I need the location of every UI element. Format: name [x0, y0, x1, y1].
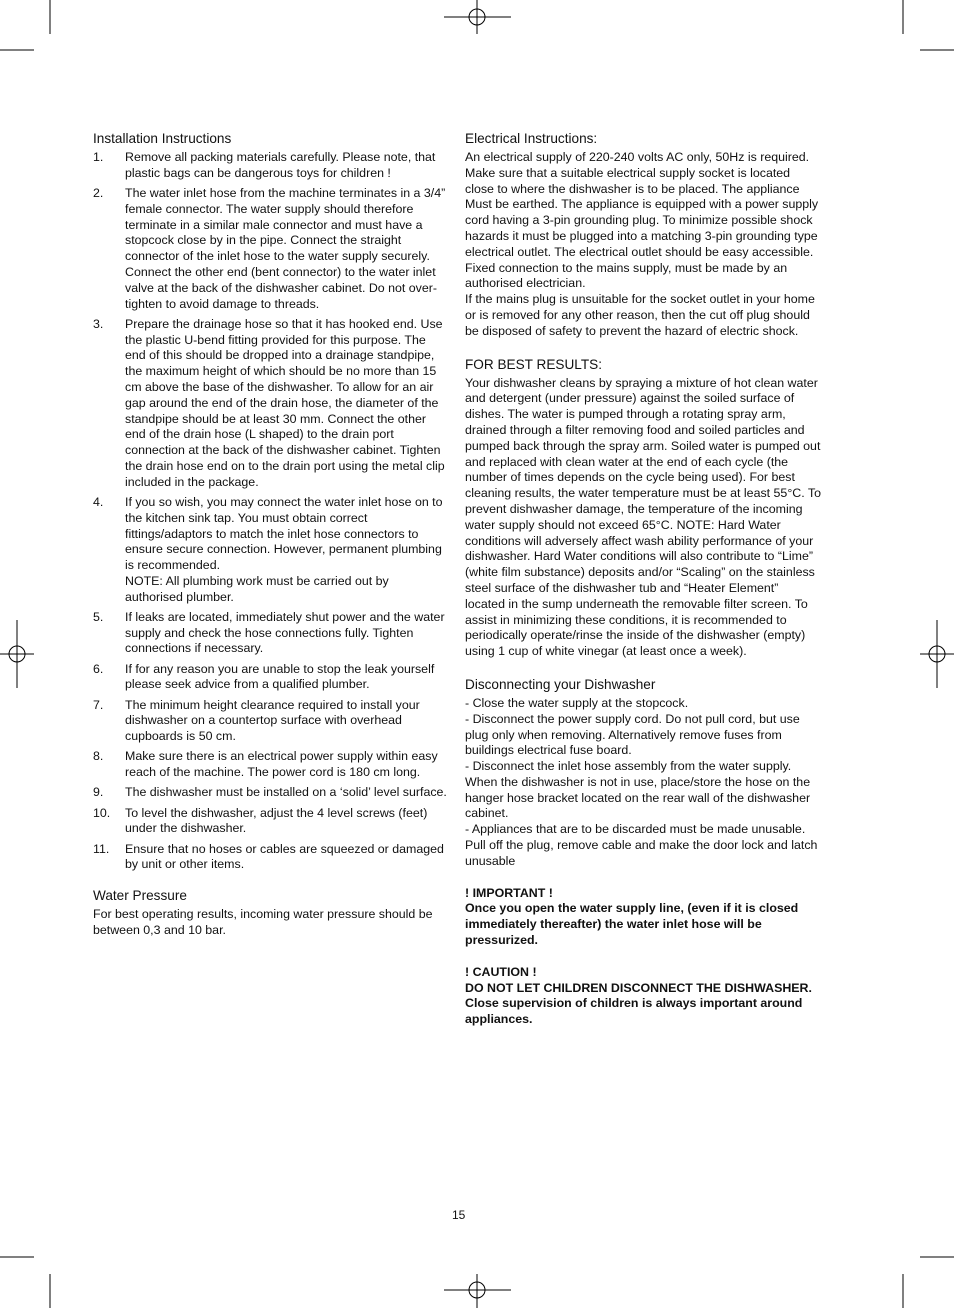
- electrical-heading: Electrical Instructions:: [465, 131, 598, 146]
- water-pressure-text: For best operating results, incoming water pressure should be between 0,3 and 10 bar.: [93, 907, 433, 937]
- list-text: The minimum height clearance required to install your dishwasher on a countertop surface with overhead cupboards is 50 cm.: [125, 697, 420, 744]
- list-item: [93, 150, 449, 182]
- important-section: [465, 886, 821, 949]
- electrical-section: [465, 130, 821, 340]
- list-item: [93, 842, 449, 874]
- disconnect-line: - Disconnect the power supply cord. Do not pull cord, but use plug only when removing. Alternatively remove fuses from buildings electrical fuse board.: [465, 711, 800, 758]
- disconnecting-section: [465, 676, 821, 870]
- list-item: [93, 806, 449, 838]
- list-number: 1.: [93, 150, 104, 164]
- right-column: [465, 130, 821, 1044]
- best-results-heading: FOR BEST RESULTS:: [465, 356, 602, 372]
- best-results-section: [465, 356, 821, 660]
- list-text: Ensure that no hoses or cables are squeezed or damaged by unit or other items.: [125, 841, 444, 872]
- list-item: [93, 186, 449, 312]
- important-text: Once you open the water supply line, (even if it is closed immediately thereafter) the water inlet hose will be pressurized.: [465, 901, 799, 948]
- list-number: 7.: [93, 697, 104, 712]
- list-number: 5.: [93, 609, 104, 624]
- list-number: 4.: [93, 494, 104, 509]
- list-item: [93, 662, 449, 694]
- disconnecting-heading: Disconnecting your Dishwasher: [465, 676, 656, 692]
- list-text: If for any reason you are unable to stop the leak yourself please seek advice from a qualified plumber.: [125, 661, 435, 692]
- water-pressure-section: [93, 887, 449, 939]
- list-number: 10.: [93, 805, 111, 820]
- list-text: If leaks are located, immediately shut power and the water supply and check the hose connections fully. Tighten connections if necessary.: [125, 609, 445, 656]
- list-text: Prepare the drainage hose so that it has hooked end. Use the plastic U-bend fitting provided for this purpose. The end of this should be dropped into a drainage standpipe, the maximum height of which should be no more than 15 cm above the base of the dishwasher. To allow for an air gap around the end of the drain hose, the diameter of the standpipe should be at least 30 mm. Connect the other end of the drain hose (L shaped) to the drain port connection at the back of the dishwasher cabinet. Tighten the drain hose end on to the drain port using the metal clip included in the package.: [125, 316, 445, 489]
- list-number: 2.: [93, 185, 104, 200]
- plumbing-note: NOTE: All plumbing work must be carried out by authorised plumber.: [125, 573, 389, 604]
- water-pressure-heading: Water Pressure: [93, 888, 187, 904]
- installation-heading: Installation Instructions: [93, 131, 232, 146]
- list-number: 8.: [93, 749, 104, 764]
- electrical-text: An electrical supply of 220-240 volts AC only, 50Hz is required. Make sure that a suitable electrical supply socket is located close to where the dishwasher is to be placed. The appliance Must be earthed. The appliance is equipped with a power supply cord having a 3-pin grounding plug. To minimize possible shock hazards it must be plugged into a matching 3-pin grounding type electrical outlet. The electrical outlet should be easy accessible. Fixed connection to the mains supply, must be made by an authorised electrician.: [465, 150, 819, 291]
- list-number: 3.: [93, 316, 104, 331]
- caution-title: ! CAUTION !: [465, 964, 537, 979]
- installation-list: [93, 150, 449, 873]
- disconnect-line: - Disconnect the inlet hose assembly from the water supply. When the dishwasher is not in use, place/store the hose on the hanger hose bracket located on the rear wall of the dishwasher cabinet.: [465, 759, 811, 821]
- list-text: The water inlet hose from the machine terminates in a 3/4” female connector. The water supply should therefore terminate in a similar male connector and must have a stopcock close by in the pipe. Connect the straight connector of the inlet hose to the water supply securely. Connect the other end (bent connector) to the water inlet valve at the back of the dishwasher cabinet. Do not over-tighten to avoid damage to threads.: [125, 185, 446, 311]
- caution-text: DO NOT LET CHILDREN DISCONNECT THE DISHWASHER. Close supervision of children is always important around appliances.: [465, 980, 812, 1027]
- disconnect-line: - Appliances that are to be discarded must be made unusable. Pull off the plug, remove cable and make the door lock and latch unusable: [465, 822, 818, 868]
- important-title: ! IMPORTANT !: [465, 885, 553, 900]
- list-text: Remove all packing materials carefully. Please note, that plastic bags can be dangerous toys for children !: [125, 150, 436, 180]
- list-text: To level the dishwasher, adjust the 4 level screws (feet) under the dishwasher.: [125, 805, 428, 836]
- electrical-text-2: If the mains plug is unsuitable for the socket outlet in your home or is removed for any other reason, then the cut off plug should be disposed of safety to prevent the hazard of electric shock.: [465, 292, 815, 338]
- best-results-text: Your dishwasher cleans by spraying a mixture of hot clean water and detergent (under pressure) against the soiled surface of dishes. The water is pumped through a rotating spray arm, drained through a filter removing food and soiled particles and pumped back through the spray arm. Soiled water is pumped out and replaced with clean water at the end of each cycle (the number of times depends on the cycle being used). For best cleaning results, the water temperature must be at least 55°C. To prevent dishwasher damage, the temperature of the incoming water supply should not exceed 65°C. NOTE: Hard Water conditions will adversely affect wash ability performance of your dishwasher. Hard Water conditions will also contribute to “Lime” (white film substance) deposits and/or “Scaling” on the stainless steel surface of the dishwasher tub and “Heater Element” located in the sump underneath the removable filter screen. To assist in minimizing these conditions, it is recommended to periodically operate/rinse the inside of the dishwasher (empty) using 1 cup of white vinegar (at least once a week).: [465, 375, 821, 659]
- list-number: 11.: [93, 841, 110, 856]
- list-item: [93, 785, 449, 801]
- list-item: [93, 698, 449, 745]
- left-column: [93, 130, 449, 955]
- disconnect-line: - Close the water supply at the stopcock.: [465, 695, 689, 710]
- list-text: If you so wish, you may connect the water inlet hose on to the kitchen sink tap. You must obtain correct fittings/adaptors to match the inlet hose connectors to ensure secure connection. However, permanent plumbing is recommended.: [125, 494, 443, 573]
- list-item: [93, 749, 449, 781]
- installation-section: [93, 130, 449, 873]
- list-item: [93, 317, 449, 491]
- list-text: Make sure there is an electrical power supply within easy reach of the machine. The power cord is 180 cm long.: [125, 749, 438, 780]
- page-number: 15: [452, 1208, 466, 1222]
- list-number: 6.: [93, 661, 104, 676]
- caution-section: [465, 965, 821, 1028]
- list-item: [93, 610, 449, 657]
- list-number: 9.: [93, 785, 104, 800]
- list-text: The dishwasher must be installed on a ‘solid’ level surface.: [125, 785, 447, 800]
- list-item: [93, 495, 449, 606]
